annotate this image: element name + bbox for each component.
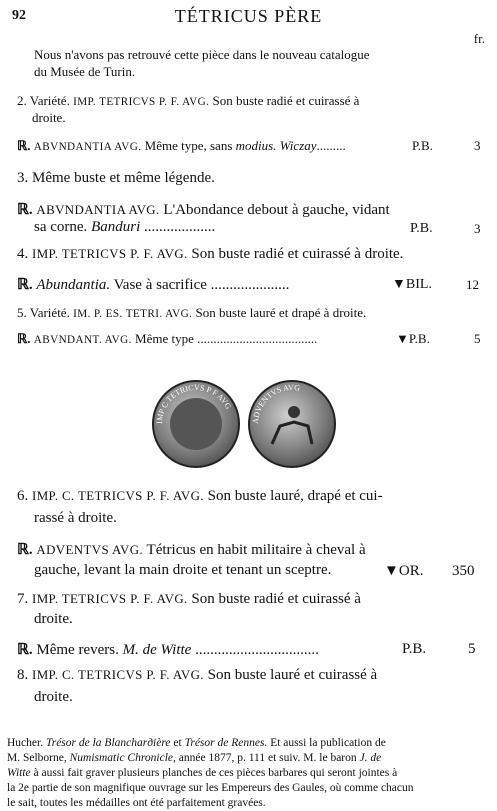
leader-dots: ......... bbox=[316, 138, 346, 153]
grade-text: OR. bbox=[398, 563, 424, 579]
entry-4 bbox=[17, 246, 403, 263]
price: 3 bbox=[474, 138, 481, 153]
leader-dots: ................... bbox=[143, 219, 216, 235]
footnote-line-2 bbox=[7, 751, 381, 766]
metal-mark-icon: ▼ bbox=[396, 331, 409, 346]
entry-3 bbox=[17, 170, 215, 187]
grade bbox=[392, 277, 432, 293]
reverse-5 bbox=[17, 331, 317, 347]
reference-author: Banduri bbox=[91, 219, 141, 235]
footnote-text: Et aussi la publication de bbox=[270, 737, 386, 749]
entry-number: 4. bbox=[17, 246, 29, 262]
price-unit-note: fr. bbox=[473, 31, 485, 46]
entry-text: Même buste et même légende. bbox=[32, 170, 215, 186]
reverse-mark: ℝ. bbox=[17, 642, 33, 658]
entry-number: 8. bbox=[17, 667, 29, 683]
price: 12 bbox=[466, 277, 479, 292]
coin-reverse-image bbox=[250, 382, 334, 466]
metal-mark-icon: ▼ bbox=[384, 563, 399, 579]
coin-illustration bbox=[140, 378, 360, 468]
price: 350 bbox=[452, 563, 475, 579]
footnote-line-5: le sait, toutes les médailles ont été parfaitement gravées. bbox=[7, 797, 266, 809]
entry-5 bbox=[17, 305, 366, 321]
footnote-line-1 bbox=[7, 736, 386, 751]
reverse-legend: ABVNDANTIA AVG. bbox=[33, 141, 142, 153]
obverse-legend: IMP. TETRICVS P. F. AVG. bbox=[32, 592, 188, 606]
entry-text: sa corne. bbox=[34, 219, 88, 235]
footnote-italic: Trésor de la Blancharдière bbox=[45, 737, 171, 749]
coin-obverse-image bbox=[154, 382, 238, 466]
leader-dots: ..................... bbox=[210, 277, 290, 293]
entry-6-cont: rassé à droite. bbox=[34, 510, 117, 526]
entry-number: 5. bbox=[17, 305, 27, 320]
grade bbox=[396, 331, 430, 347]
footnote-italic: Witte bbox=[7, 767, 31, 779]
coin-obverse bbox=[152, 380, 240, 468]
grade bbox=[384, 563, 423, 580]
footnote-line-3 bbox=[7, 766, 397, 781]
reverse-mark: ℝ. bbox=[17, 277, 33, 293]
reverse-mark: ℝ. bbox=[17, 202, 33, 218]
entry-italic: modius. bbox=[235, 138, 277, 153]
entry-number: 3. bbox=[17, 170, 29, 186]
page-number: 92 bbox=[12, 8, 26, 23]
reverse-legend: ABVNDANT. AVG. bbox=[33, 334, 132, 346]
grade-text: P.B. bbox=[408, 331, 430, 346]
entry-text: Même revers. bbox=[36, 642, 119, 658]
entry-text: Vase à sacrifice bbox=[113, 277, 207, 293]
entry-number: 7. bbox=[17, 591, 29, 607]
grade: P.B. bbox=[412, 138, 433, 153]
leader-dots: ................................. bbox=[195, 642, 319, 658]
entry-text: Même type bbox=[135, 331, 194, 346]
entry-lead: Variété. bbox=[29, 305, 70, 320]
footnote-italic: Numismatic Chronicle, bbox=[69, 752, 176, 764]
reverse-mark: ℝ. bbox=[17, 331, 31, 346]
reverse-3 bbox=[17, 200, 390, 219]
footnote-text: année 1877, p. 111 et suiv. M. le baron bbox=[178, 752, 357, 764]
entry-6 bbox=[17, 488, 383, 505]
entry-text: Son buste lauré et cuirassé à bbox=[207, 667, 378, 683]
reference-author: Wiczay bbox=[279, 138, 317, 153]
horse-shape bbox=[272, 422, 312, 444]
leader-dots: ..................................... bbox=[197, 331, 318, 346]
reverse-mark: ℝ. bbox=[17, 542, 33, 558]
entry-2-cont: droite. bbox=[32, 110, 66, 125]
obverse-legend: IMP. TETRICVS P. F. AVG. bbox=[32, 247, 188, 261]
obverse-legend: IMP. C. TETRICVS P. F. AVG. bbox=[32, 668, 204, 682]
reverse-legend-text: ADVENTVS AVG bbox=[250, 382, 301, 425]
price: 3 bbox=[474, 221, 481, 236]
entry-text: Même type, sans bbox=[144, 138, 233, 153]
grade-text: BIL. bbox=[405, 277, 432, 292]
obverse-legend: IM. P. ES. TETRI. AVG. bbox=[73, 308, 193, 320]
footnote-italic: J. de bbox=[359, 752, 382, 764]
reverse-3-cont bbox=[34, 219, 215, 236]
entry-7-cont: droite. bbox=[34, 611, 73, 627]
reverse-4 bbox=[17, 275, 289, 294]
intro-line-2: du Musée de Turin. bbox=[34, 64, 136, 79]
entry-8-cont: droite. bbox=[34, 689, 73, 705]
entry-number: 6. bbox=[17, 488, 29, 504]
metal-mark-icon: ▼ bbox=[392, 277, 406, 292]
entry-2 bbox=[17, 93, 359, 109]
footnote-text: à aussi fait graver plusieurs planches de ces pièces barbares qui seront jointes à bbox=[33, 767, 398, 779]
reverse-6-cont: gauche, levant la main droite et tenant un sceptre. bbox=[34, 562, 332, 578]
entry-number: 2. bbox=[17, 93, 27, 108]
entry-text: Son buste radié et cuirassé à bbox=[191, 591, 361, 607]
entry-text: Son buste radié et cuirassé à droite. bbox=[191, 246, 404, 262]
price: 5 bbox=[468, 641, 476, 657]
reverse-6 bbox=[17, 540, 366, 559]
entry-text: L'Abondance debout à gauche, vidant bbox=[163, 202, 390, 218]
footnote-text: M. Selborne, bbox=[7, 752, 67, 764]
intro-line-1: Nous n'avons pas retrouvé cette pièce dans le nouveau catalogue bbox=[34, 47, 370, 62]
bust-shape bbox=[170, 398, 222, 450]
grade: P.B. bbox=[410, 221, 433, 236]
entry-text: Son buste lauré et drapé à droite. bbox=[195, 305, 367, 320]
reference-author: M. de Witte bbox=[122, 642, 192, 658]
page-title: TÉTRICUS PÈRE bbox=[174, 6, 323, 26]
reverse-2 bbox=[17, 138, 346, 154]
entry-7 bbox=[17, 591, 361, 608]
obverse-legend: IMP. C. TETRICVS P. F. AVG. bbox=[32, 489, 204, 503]
entry-text: Son buste lauré, drapé et cui- bbox=[207, 488, 383, 504]
reverse-legend: ADVENTVS AVG. bbox=[36, 543, 144, 557]
coin-reverse bbox=[248, 380, 336, 468]
footnote-text: Hucher. bbox=[7, 737, 44, 749]
price: 5 bbox=[474, 331, 481, 346]
reverse-legend: ABVNDANTIA AVG. bbox=[36, 203, 160, 217]
rider-shape bbox=[288, 406, 300, 418]
entry-lead: Variété. bbox=[29, 93, 70, 108]
reverse-7 bbox=[17, 640, 319, 659]
entry-text: Tétricus en habit militaire à cheval à bbox=[146, 542, 366, 558]
reverse-legend-italic: Abundantia. bbox=[36, 277, 111, 293]
obverse-legend-text: IMP C TETRICVS P F AVG bbox=[154, 382, 234, 425]
footnote-text: et bbox=[173, 737, 182, 749]
footnote-line-4: la 2e partie de son magnifique ouvrage sur les Empereurs des Gaules, où comme chacun bbox=[7, 782, 414, 794]
reverse-mark: ℝ. bbox=[17, 138, 31, 153]
entry-text: Son buste radié et cuirassé à bbox=[212, 93, 360, 108]
grade: P.B. bbox=[402, 641, 427, 657]
footnote-italic: Trésor de Rennes. bbox=[184, 737, 268, 749]
entry-8 bbox=[17, 667, 377, 684]
obverse-legend: IMP. TETRICVS P. F. AVG. bbox=[73, 96, 210, 108]
